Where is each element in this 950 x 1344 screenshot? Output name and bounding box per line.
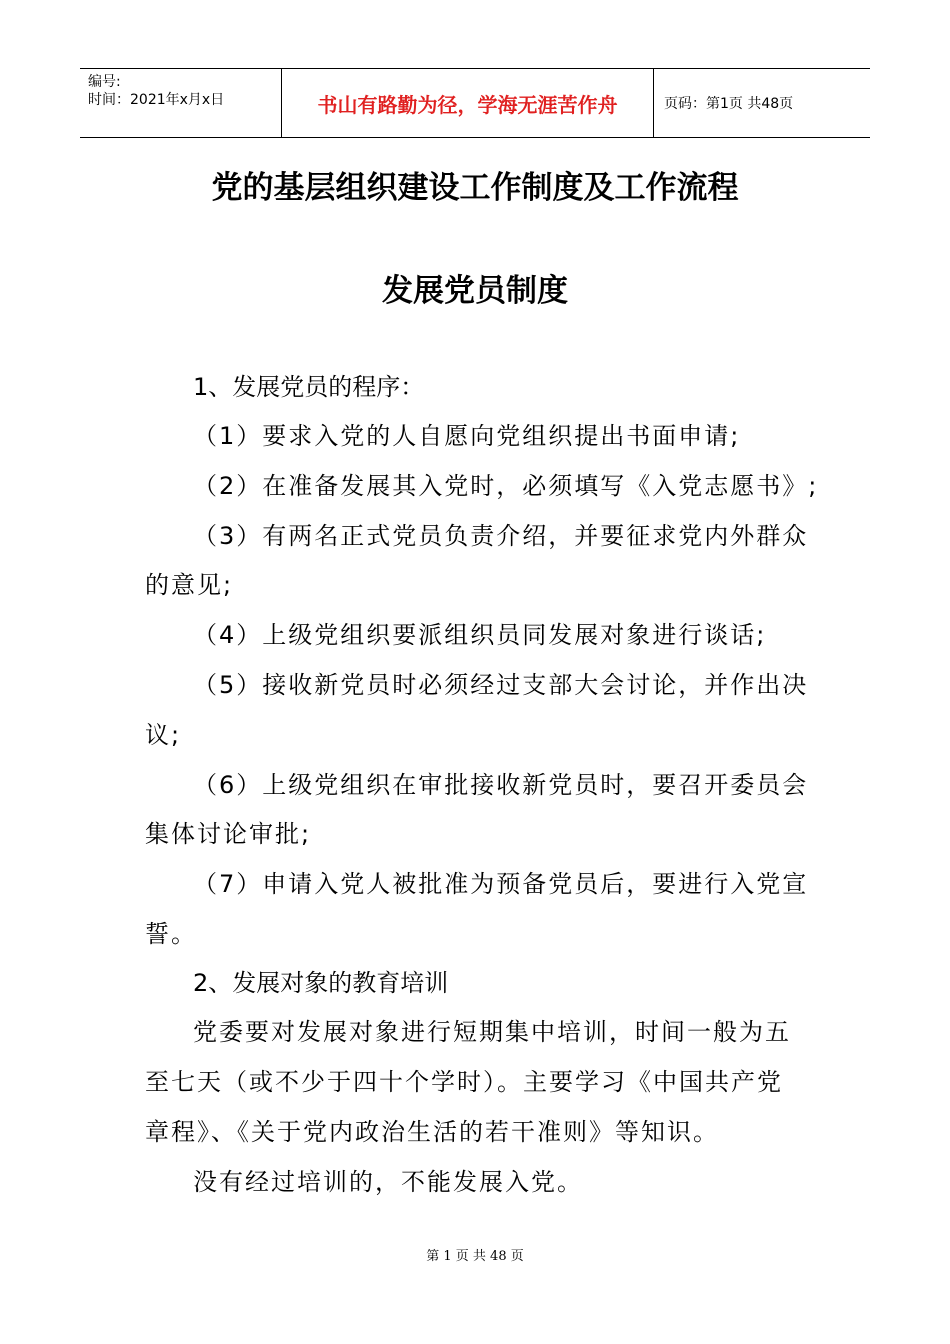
document-number-label: 编号:: [88, 74, 121, 90]
body-line: 章程》、《关于党内政治生活的若干准则》等知识。: [145, 1118, 719, 1146]
page-header: [80, 68, 870, 138]
body-line: （2）在准备发展其入党时，必须填写《入党志愿书》;: [193, 472, 819, 500]
header-motto: 书山有路勤为径，学海无涯苦作舟: [282, 69, 654, 137]
body-line: （1）要求入党的人自愿向党组织提出书面申请;: [193, 422, 741, 450]
body-line: 议;: [145, 721, 182, 749]
body-line: 誓。: [145, 920, 197, 948]
body-line: （4）上级党组织要派组织员同发展对象进行谈话;: [193, 621, 767, 649]
section-heading: 2、发展对象的教育培训: [193, 969, 449, 997]
document-subtitle: 发展党员制度: [382, 273, 568, 309]
body-line: 的意见;: [145, 571, 234, 599]
body-line: 至七天（或不少于四十个学时）。主要学习《中国共产党: [145, 1068, 783, 1096]
document-title: 党的基层组织建设工作制度及工作流程: [211, 170, 739, 206]
section-heading: 1、发展党员的程序：: [193, 373, 425, 401]
header-page-info: 页码：第1页 共48页: [664, 96, 794, 112]
body-line: 没有经过培训的，不能发展入党。: [193, 1168, 583, 1196]
body-line: （6）上级党组织在审批接收新党员时，要召开委员会: [193, 771, 809, 799]
page-footer: 第 1 页 共 48 页: [426, 1249, 524, 1264]
body-line: （3）有两名正式党员负责介绍，并要征求党内外群众: [193, 522, 809, 550]
header-meta-cell: [80, 69, 282, 137]
body-line: 集体讨论审批;: [145, 820, 312, 848]
body-line: 党委要对发展对象进行短期集中培训，时间一般为五: [193, 1018, 791, 1046]
document-date-label: 时间：2021年x月x日: [88, 92, 225, 108]
body-line: （5）接收新党员时必须经过支部大会讨论，并作出决: [193, 671, 809, 699]
body-line: （7）申请入党人被批准为预备党员后，要进行入党宣: [193, 870, 809, 898]
